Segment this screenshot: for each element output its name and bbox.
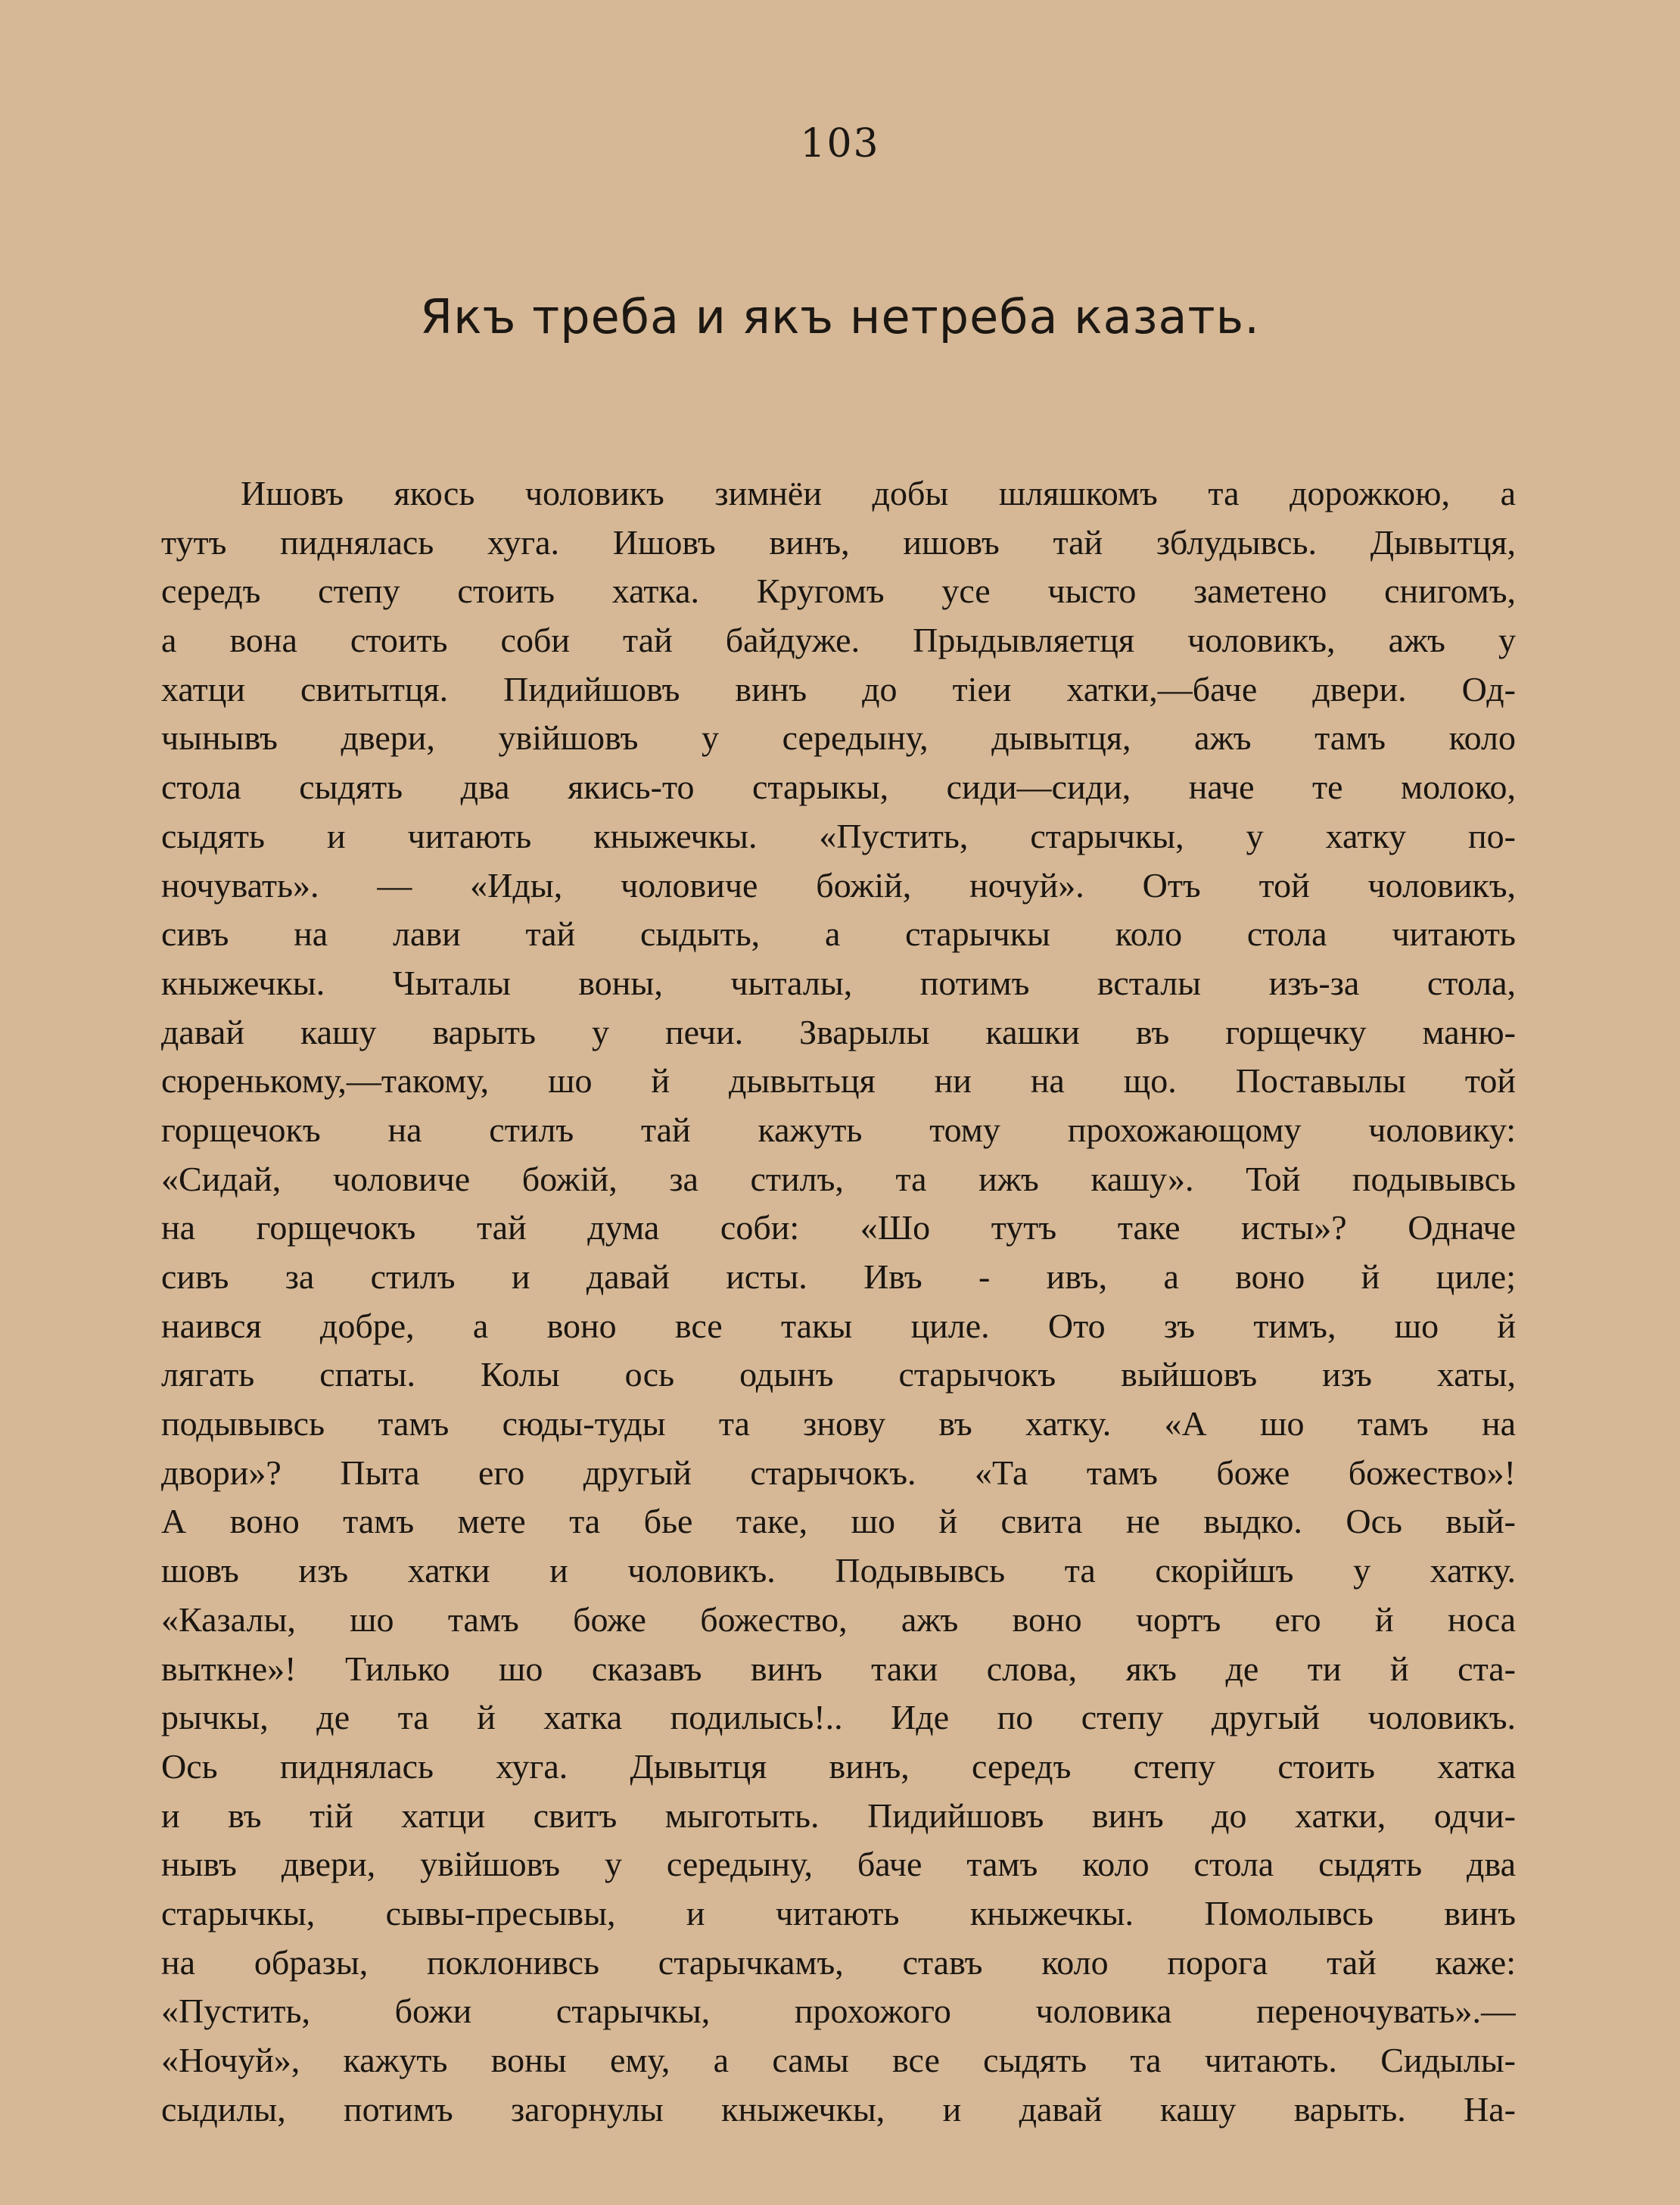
text-line: «Ночуй», кажуть воны ему, а самы все сыдять та читають. Сидылы- [161, 2041, 1516, 2079]
text-line: Ишовъ якось чоловикъ зимнёи добы шляшкомъ та дорожкою, а [241, 474, 1516, 512]
text-line: хатци свитытця. Пидийшовъ винъ до тіеи хатки,—баче двери. Од- [161, 669, 1516, 709]
text-line: подывывсь тамъ сюды-туды та знову въ хатку. «А шо тамъ на [161, 1404, 1516, 1444]
text-line: двори»? Пыта его другый старычокъ. «Та тамъ боже божество»! [161, 1453, 1516, 1492]
text-line: стола сыдять два якись-то старыкы, сиди—сиди, наче те молоко, [161, 768, 1516, 807]
text-line: А воно тамъ мете та бье таке, шо й свита не выдко. Ось вый- [161, 1502, 1516, 1541]
text-line: горщечокъ на стилъ тай кажуть тому прохожающому чоловику: [161, 1110, 1516, 1149]
text-line: наився добре, а воно все такы циле. Ото зъ тимъ, шо й [161, 1306, 1516, 1345]
text-line: тутъ пиднялась хуга. Ишовъ винъ, ишовъ тай зблудывсь. Дывытця, [161, 522, 1516, 562]
story-body [161, 469, 1516, 2134]
text-line: Ось пиднялась хуга. Дывытця винъ, середъ степу стоить хатка [161, 1746, 1516, 1786]
text-line: и въ тій хатци свитъ мыготыть. Пидийшовъ винъ до хатки, одчи- [161, 1795, 1516, 1835]
story-title: Якъ треба и якъ нетреба казать. [420, 289, 1260, 344]
text-line: лягать спаты. Колы ось одынъ старычокъ выйшовъ изъ хаты, [161, 1355, 1516, 1394]
text-line: чынывъ двери, увійшовъ у середыну, дывытця, ажъ тамъ коло [161, 718, 1516, 758]
page-number: 103 [800, 121, 880, 167]
text-line: сивъ на лави тай сыдыть, а старычкы коло стола читають [161, 914, 1516, 954]
text-line: сыдять и читають кныжечкы. «Пустить, старычкы, у хатку по- [161, 816, 1516, 855]
text-line: шовъ изъ хатки и чоловикъ. Подывывсь та скорійшъ у хатку. [161, 1551, 1516, 1590]
text-line: ночувать». — «Иды, чоловиче божій, ночуй». Отъ той чоловикъ, [161, 865, 1516, 905]
text-line: старычкы, сывы-пресывы, и читають кныжечкы. Помолывсь винъ [161, 1893, 1516, 1932]
text-line: «Пустить, божи старычкы, прохожого чоловика переночувать».— [161, 1992, 1516, 2031]
text-line: выткне»! Тилько шо сказавъ винъ таки слова, якъ де ти й ста- [161, 1649, 1516, 1688]
text-line: на горщечокъ тай дума соби: «Шо тутъ таке исты»? Одначе [161, 1208, 1516, 1247]
text-line: на образы, поклонивсь старычкамъ, ставъ коло порога тай каже: [161, 1942, 1516, 1982]
text-line: а вона стоить соби тай байдуже. Прыдывляетця чоловикъ, ажъ у [161, 621, 1516, 660]
text-line: нывъ двери, увійшовъ у середыну, баче тамъ коло стола сыдять два [161, 1845, 1516, 1884]
text-line: рычкы, де та й хатка подилысь!.. Иде по степу другый чоловикъ. [161, 1698, 1516, 1737]
text-line: сюренькому,—такому, шо й дывытьця ни на що. Поставылы той [161, 1061, 1516, 1101]
text-line: сивъ за стилъ и давай исты. Ивъ - ивъ, а воно й циле; [161, 1257, 1516, 1296]
text-line: «Сидай, чоловиче божій, за стилъ, та ижъ кашу». Той подывывсь [161, 1159, 1516, 1198]
text-line: кныжечкы. Чыталы воны, чыталы, потимъ всталы изъ-за стола, [161, 963, 1516, 1002]
text-line: сыдилы, потимъ загорнулы кныжечкы, и давай кашу варыть. На- [161, 2089, 1516, 2129]
text-line: давай кашу варыть у печи. Зварылы кашки въ горщечку маню- [161, 1012, 1516, 1051]
text-line: «Казалы, шо тамъ боже божество, ажъ воно чортъ его й носа [161, 1599, 1516, 1639]
text-line: середъ степу стоить хатка. Кругомъ усе чысто заметено снигомъ, [161, 571, 1516, 611]
